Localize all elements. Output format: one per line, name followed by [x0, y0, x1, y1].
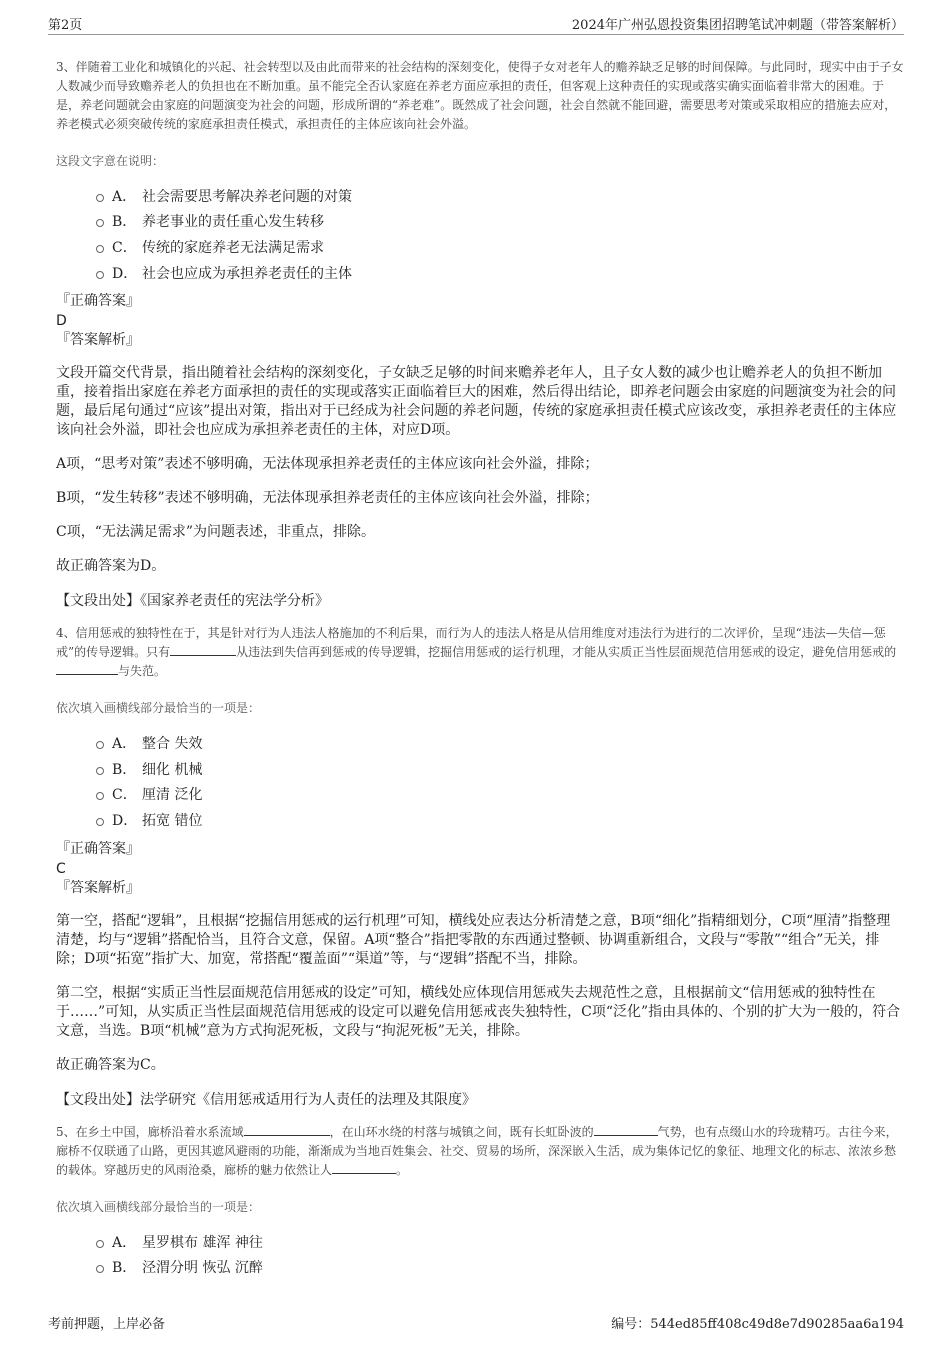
q4-text-part2: 从违法到失信再到惩戒的传导逻辑，挖掘信用惩戒的运行机理，才能从实质正当性层面规范信用惩戒的设定，避免信用惩戒的 [236, 645, 897, 660]
page-header [48, 12, 904, 35]
q5-blank-1 [244, 1123, 330, 1136]
q3-prompt: 这段文字意在说明： [56, 154, 165, 168]
q4-answer-label: 『正确答案』 [56, 840, 140, 857]
option-text: 社会需要思考解决养老问题的对策 [142, 188, 352, 205]
option-text: 星罗棋布 雄浑 神往 [142, 1234, 263, 1251]
q5-text-part2: ，在山环水绕的村落与城镇之间，既有长虹卧波的 [329, 1124, 594, 1139]
radio-icon[interactable] [96, 767, 104, 775]
option-letter: B． [112, 761, 137, 778]
option-text: 养老事业的责任重心发生转移 [142, 214, 324, 231]
radio-icon[interactable] [96, 219, 104, 227]
option-letter: C． [112, 239, 137, 256]
q4-answer: C [56, 860, 66, 877]
q5-blank-3 [332, 1161, 396, 1174]
q4-option-a[interactable] [96, 730, 904, 756]
option-letter: A． [112, 736, 137, 753]
q4-conclusion: 故正确答案为C。 [56, 1056, 165, 1073]
q3-answer: D [56, 313, 67, 330]
q3-analysis-a: A项，“思考对策”表述不够明确，无法体现承担养老责任的主体应该向社会外溢，排除； [56, 456, 599, 473]
option-text: 整合 失效 [142, 736, 203, 753]
q4-blank-1 [170, 643, 236, 656]
radio-icon[interactable] [96, 818, 104, 826]
document-id: 编号：544ed85ff408c49d8e7d90285aa6a194 [611, 1317, 904, 1332]
option-text: 传统的家庭养老无法满足需求 [142, 239, 324, 256]
option-text: 泾渭分明 恢弘 沉醉 [142, 1260, 263, 1277]
q4-option-d[interactable] [96, 807, 904, 833]
q5-option-a[interactable] [96, 1229, 904, 1255]
document-title: 2024年广州弘恩投资集团招聘笔试冲刺题（带答案解析） [571, 18, 904, 33]
q5-options [96, 1229, 904, 1280]
option-letter: D． [112, 265, 138, 282]
q4-analysis-blank2: 第二空，根据“实质正当性层面规范信用惩戒的设定”可知，横线处应体现信用惩戒失去规范性之意，且根据前文“信用惩戒的独特性在于……”可知，从实质正当性层面规范信用惩戒的设定可以避免信用惩戒丧失独特性，C项“泛化”指由具体的、个别的扩大为一般的，符合文意，当选。B项“机械”意为方式拘泥死板，文段与“拘泥死板”无关，排除。 [56, 984, 901, 1039]
option-letter: B． [112, 1260, 137, 1277]
q3-analysis-b: B项，“发生转移”表述不够明确，无法体现承担养老责任的主体应该向社会外溢，排除； [56, 490, 599, 507]
q3-passage: 3、伴随着工业化和城镇化的兴起、社会转型以及由此而带来的社会结构的深刻变化，使得子女对老年人的赡养缺乏足够的时间保障。与此同时，现实中由于子女人数减少而导致赡养老人的负担也在不断加重。虽不能完全否认家庭在养老方面应承担的责任，但客观上这种责任的实现或落实确实面临着非常大的困难。于是，养老问题就会由家庭的问题演变为社会的问题，形成所谓的“养老难”。既然成了社会问题，社会自然就不能回避，需要思考对策或采取相应的措施去应对，养老模式必须突破传统的家庭承担责任模式，承担责任的主体应该向社会外溢。 [56, 60, 904, 131]
option-letter: A． [112, 1234, 137, 1251]
q4-text-part1: 4、信用惩戒的独特性在于，其是针对行为人违法人格施加的不利后果，而行为人的违法人格是从信用维度对违法行为进行的二次评价，呈现“违法—失信—惩戒”的传导逻辑。只有 [56, 626, 886, 660]
option-letter: A． [112, 188, 137, 205]
q4-passage [56, 624, 904, 681]
option-text: 厘清 泛化 [142, 787, 203, 804]
q5-text-part4: 。 [396, 1162, 409, 1177]
q4-blank-2 [56, 662, 118, 675]
q3-analysis-label: 『答案解析』 [56, 332, 140, 349]
q3-option-a[interactable] [96, 183, 904, 209]
q3-analysis-c: C项，“无法满足需求”为问题表述，非重点，排除。 [56, 524, 376, 541]
q5-text-part3: 气势，也有点缀山水的玲珑精巧。古往今来，廊桥不仅联通了山路，更因其遮风避雨的功能，渐渐成为当地百姓集会、社交、贸易的场所，深深嵌入生活，成为集体记忆的象征、地理文化的标志、浓浓乡愁的载体。穿越历史的风雨沧桑，廊桥的魅力依然让人 [56, 1124, 898, 1177]
radio-icon[interactable] [96, 1265, 104, 1273]
q4-option-c[interactable] [96, 782, 904, 808]
q3-source: 【文段出处】《国家养老责任的宪法学分析》 [56, 593, 329, 610]
q5-prompt: 依次填入画横线部分最恰当的一项是： [56, 1199, 261, 1214]
footer-slogan: 考前押题，上岸必备 [48, 1317, 166, 1332]
option-text: 拓宽 错位 [142, 812, 203, 829]
q3-analysis-main: 文段开篇交代背景，指出随着社会结构的深刻变化，子女缺乏足够的时间来赡养老年人，且子女人数的减少也让赡养老人的负担不断加重，接着指出家庭在养老方面承担的责任的实现或落实正面临着巨大的困难，然后得出结论，即养老问题会由家庭的问题演变为社会的问题，最后尾句通过“应该”提出对策，指出对于已经成为社会问题的养老问题，传统的家庭承担责任模式应该改变，承担养老责任的主体应该向社会外溢，即社会也应成为承担养老责任的主体，对应D项。 [56, 365, 897, 439]
q5-text-part1: 5、在乡土中国，廊桥沿着水系流域 [56, 1124, 244, 1139]
q3-options [96, 183, 904, 285]
radio-icon[interactable] [96, 271, 104, 279]
page-number: 第2页 [48, 18, 83, 33]
q3-conclusion: 故正确答案为D。 [56, 558, 166, 575]
radio-icon[interactable] [96, 792, 104, 800]
q3-option-c[interactable] [96, 234, 904, 260]
q3-option-b[interactable] [96, 209, 904, 235]
option-letter: B． [112, 214, 137, 231]
radio-icon[interactable] [96, 194, 104, 202]
option-text: 细化 机械 [142, 761, 203, 778]
q4-options [96, 730, 904, 832]
q4-source: 【文段出处】法学研究《信用惩戒适用行为人责任的法理及其限度》 [56, 1091, 476, 1108]
option-letter: D． [112, 812, 138, 829]
option-letter: C． [112, 787, 137, 804]
main-content [56, 58, 904, 1280]
q5-passage [56, 1123, 904, 1180]
radio-icon[interactable] [96, 245, 104, 253]
q4-prompt: 依次填入画横线部分最恰当的一项是： [56, 701, 261, 716]
q3-answer-label: 『正确答案』 [56, 293, 140, 310]
q4-option-b[interactable] [96, 756, 904, 782]
option-text: 社会也应成为承担养老责任的主体 [142, 265, 352, 282]
q5-blank-2 [594, 1123, 658, 1136]
q4-analysis-blank1: 第一空，搭配“逻辑”，且根据“挖掘信用惩戒的运行机理”可知，横线处应表达分析清楚之意，B项“细化”指精细划分，C项“厘清”指整理清楚，均与“逻辑”搭配恰当，且符合文意，保留。A项“整合”指把零散的东西通过整顿、协调重新组合，文段与“零散”“组合”无关，排除；D项“拓宽”指扩大、加宽，常搭配“覆盖面”“渠道”等，与“逻辑”搭配不当，排除。 [56, 912, 891, 967]
q5-option-b[interactable] [96, 1254, 904, 1280]
q4-text-part3: 与失范。 [118, 664, 167, 679]
radio-icon[interactable] [96, 741, 104, 749]
radio-icon[interactable] [96, 1240, 104, 1248]
q4-analysis-label: 『答案解析』 [56, 879, 140, 896]
q3-option-d[interactable] [96, 260, 904, 286]
